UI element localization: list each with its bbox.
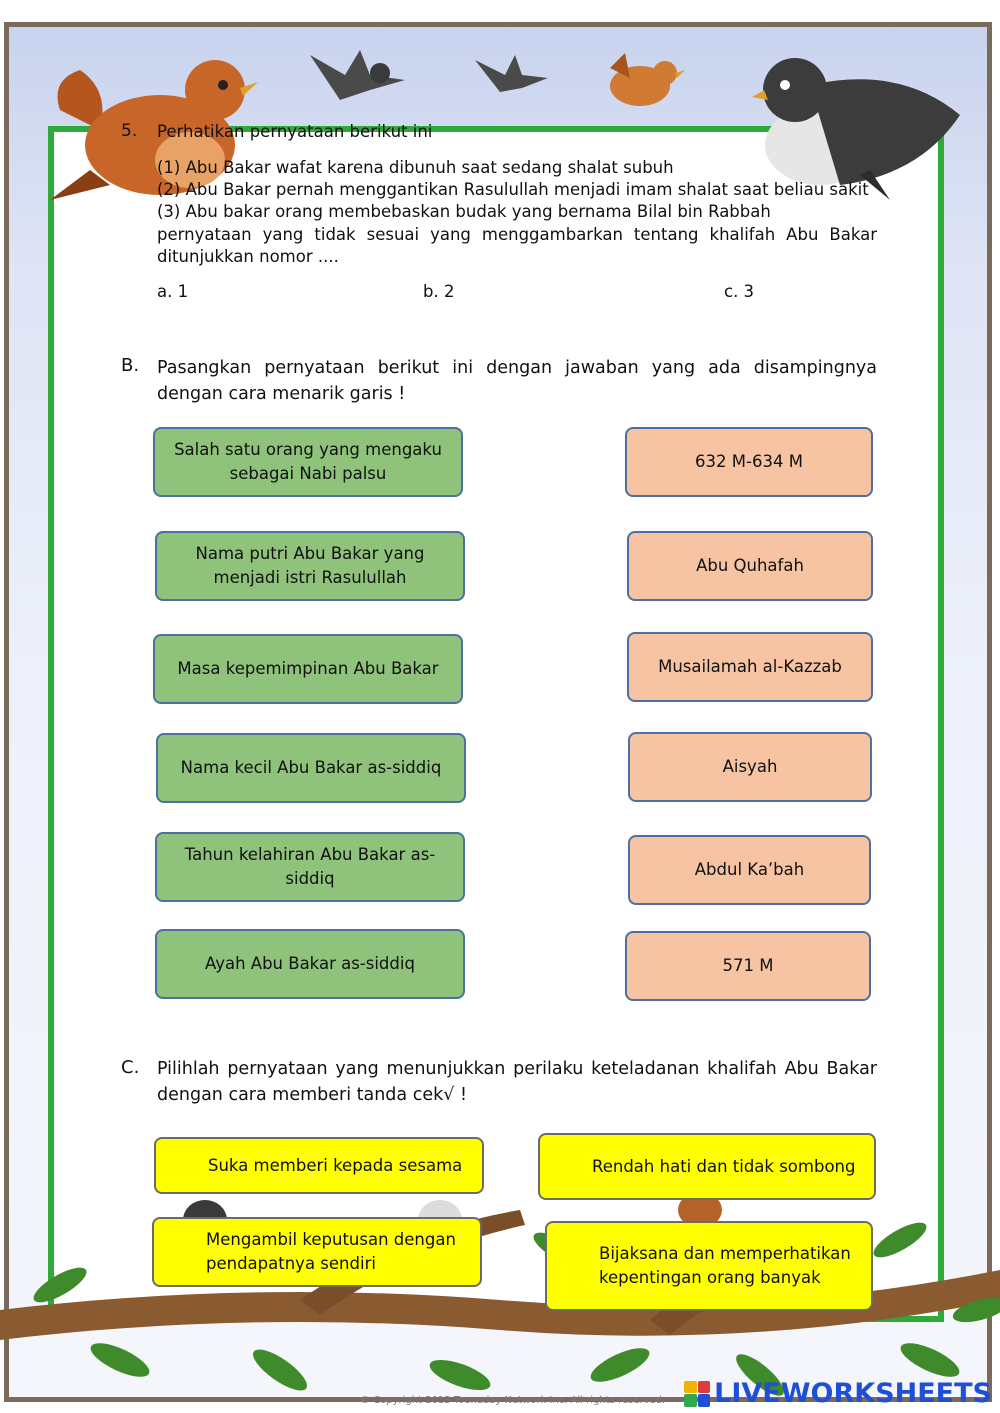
q5-option-a[interactable]: a. 1 [157,282,189,301]
q5-statement-3: (3) Abu bakar orang membebaskan budak yang bernama Bilal bin Rabbah [157,202,771,221]
check-option-1[interactable]: Suka memberi kepada sesama [154,1137,484,1194]
section-c-label: C. [121,1057,140,1078]
match-right-4[interactable]: Aisyah [628,732,872,802]
q5-option-c[interactable]: c. 3 [724,282,755,301]
section-c-instruction: Pilihlah pernyataan yang menunjukkan perilaku keteladanan khalifah Abu Bakar dengan cara memberi tanda cek√ ! [157,1059,877,1105]
match-right-5[interactable]: Abdul Ka’bah [628,835,871,905]
gray-bird-small-2-icon [470,50,550,95]
match-left-4[interactable]: Nama kecil Abu Bakar as-siddiq [156,733,466,803]
q5-title: Perhatikan pernyataan berikut ini [157,122,433,141]
q5-statement-1: (1) Abu Bakar wafat karena dibunuh saat sedang shalat subuh [157,158,674,177]
brand-text: LIVEWORKSHEETS [714,1378,992,1409]
match-left-5[interactable]: Tahun kelahiran Abu Bakar as-siddiq [155,832,465,902]
q5-question: pernyataan yang tidak sesuai yang menggambarkan tentang khalifah Abu Bakar ditunjukkan nomor .... [157,225,877,266]
copyright-text: © Copyright 2013 Toonaday Network Inc. All rights reserved. [360,1395,666,1406]
liveworksheets-logo-icon [684,1381,710,1407]
section-b-label: B. [121,355,140,376]
section-b-instruction: Pasangkan pernyataan berikut ini dengan jawaban yang ada disampingnya dengan cara menarik garis ! [157,358,877,404]
match-left-6[interactable]: Ayah Abu Bakar as-siddiq [155,929,465,999]
check-option-2[interactable]: Rendah hati dan tidak sombong [538,1133,876,1200]
match-left-2[interactable]: Nama putri Abu Bakar yang menjadi istri Rasulullah [155,531,465,601]
q5-statement-2: (2) Abu Bakar pernah menggantikan Rasulullah menjadi imam shalat saat beliau sakit [157,180,869,199]
match-right-3[interactable]: Musailamah al-Kazzab [627,632,873,702]
match-left-3[interactable]: Masa kepemimpinan Abu Bakar [153,634,463,704]
match-right-2[interactable]: Abu Quhafah [627,531,873,601]
check-option-4[interactable]: Bijaksana dan memperhatikan kepentingan orang banyak [545,1221,873,1311]
match-right-1[interactable]: 632 M-634 M [625,427,873,497]
brown-bird-small-icon [595,48,685,113]
check-option-3[interactable]: Mengambil keputusan dengan pendapatnya sendiri [152,1217,482,1287]
q5-number: 5. [121,121,138,141]
liveworksheets-brand[interactable] [684,1378,992,1409]
match-right-6[interactable]: 571 M [625,931,871,1001]
q5-option-b[interactable]: b. 2 [423,282,455,301]
match-left-1[interactable]: Salah satu orang yang mengaku sebagai Nabi palsu [153,427,463,497]
gray-bird-small-icon [300,45,410,105]
